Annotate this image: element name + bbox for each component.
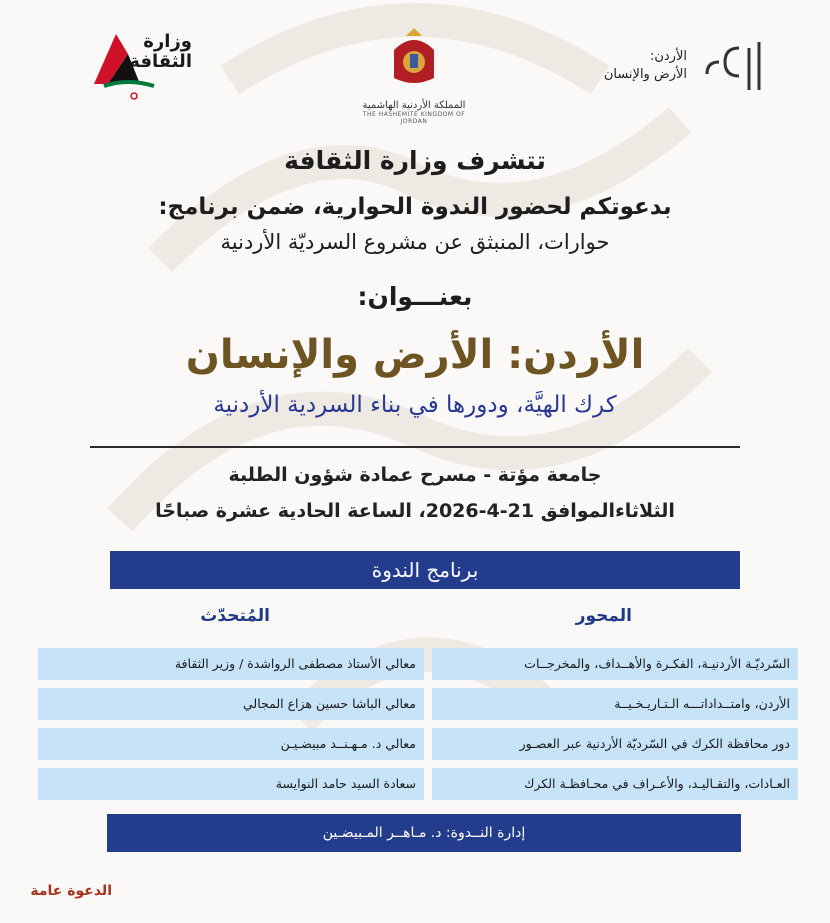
program-logo-line1: الأردن: — [649, 49, 687, 64]
invitation-line-3: حوارات، المنبثق عن مشروع السرديّة الأردنية — [220, 230, 610, 254]
invitation-line-1: تتشرف وزارة الثقافة — [284, 146, 546, 175]
axis-cell: الأردن، وامتــداداتـــه الـتـاريـخـيــة — [432, 688, 798, 720]
column-header-speaker: المُتحدّث — [200, 606, 270, 626]
venue-text: جامعة مؤتة - مسرح عمادة شؤون الطلبة — [228, 464, 602, 486]
royal-crest-icon — [384, 26, 444, 92]
program-logo — [565, 34, 765, 100]
subtitle: كرك الهيَّة، ودورها في بناء السردية الأردنية — [213, 392, 617, 418]
kingdom-name-arabic: المملكة الأردنية الهاشمية — [362, 100, 466, 111]
program-logo-icon — [695, 38, 765, 94]
divider — [90, 446, 740, 448]
main-title: الأردن: الأرض والإنسان — [185, 332, 645, 378]
royal-crest — [352, 26, 476, 132]
program-logo-line2: الأرض والإنسان — [603, 67, 687, 82]
kingdom-name-english: THE HASHEMITE KINGDOM OF JORDAN — [362, 111, 466, 125]
speaker-cell: سعادة السيد حامد النوايسة — [38, 768, 424, 800]
date-time-text: الثلاثاءالموافق 21-4-2026، الساعة الحادية عشرة صباحًا — [155, 500, 675, 522]
axis-cell: السّرديّـة الأردنيـة، الفكـرة والأهــداف، والمخرجــات — [432, 648, 798, 680]
speaker-cell: معالي د. مـهـنــد مبيضـيـن — [38, 728, 424, 760]
invitation-type-label: الدعوة عامة — [30, 883, 112, 899]
axis-cell: دور محافظة الكرك في السّرديّة الأردنية عبر العصـور — [432, 728, 798, 760]
column-header-axis: المحور — [575, 606, 632, 626]
moderator-bar: إدارة النــدوة: د. مـاهــر المـبيضـين — [107, 814, 741, 852]
speaker-cell: معالي الأستاذ مصطفى الرواشدة / وزير الثقافة — [38, 648, 424, 680]
axis-cell: العـادات، والتقـاليـد، والأعـراف في محـافظـة الكرك — [432, 768, 798, 800]
speaker-cell: معالي الباشا حسين هزاع المجالي — [38, 688, 424, 720]
ministry-of-culture-logo — [88, 22, 198, 102]
invitation-line-2: بدعوتكم لحضور الندوة الحوارية، ضمن برنامج: — [158, 194, 672, 220]
ministry-logo-label: وزارة الثقافة — [129, 31, 192, 72]
program-header-bar: برنامج الندوة — [110, 551, 740, 589]
program-logo-label — [604, 48, 687, 84]
title-label: بعنـــوان: — [357, 282, 473, 311]
